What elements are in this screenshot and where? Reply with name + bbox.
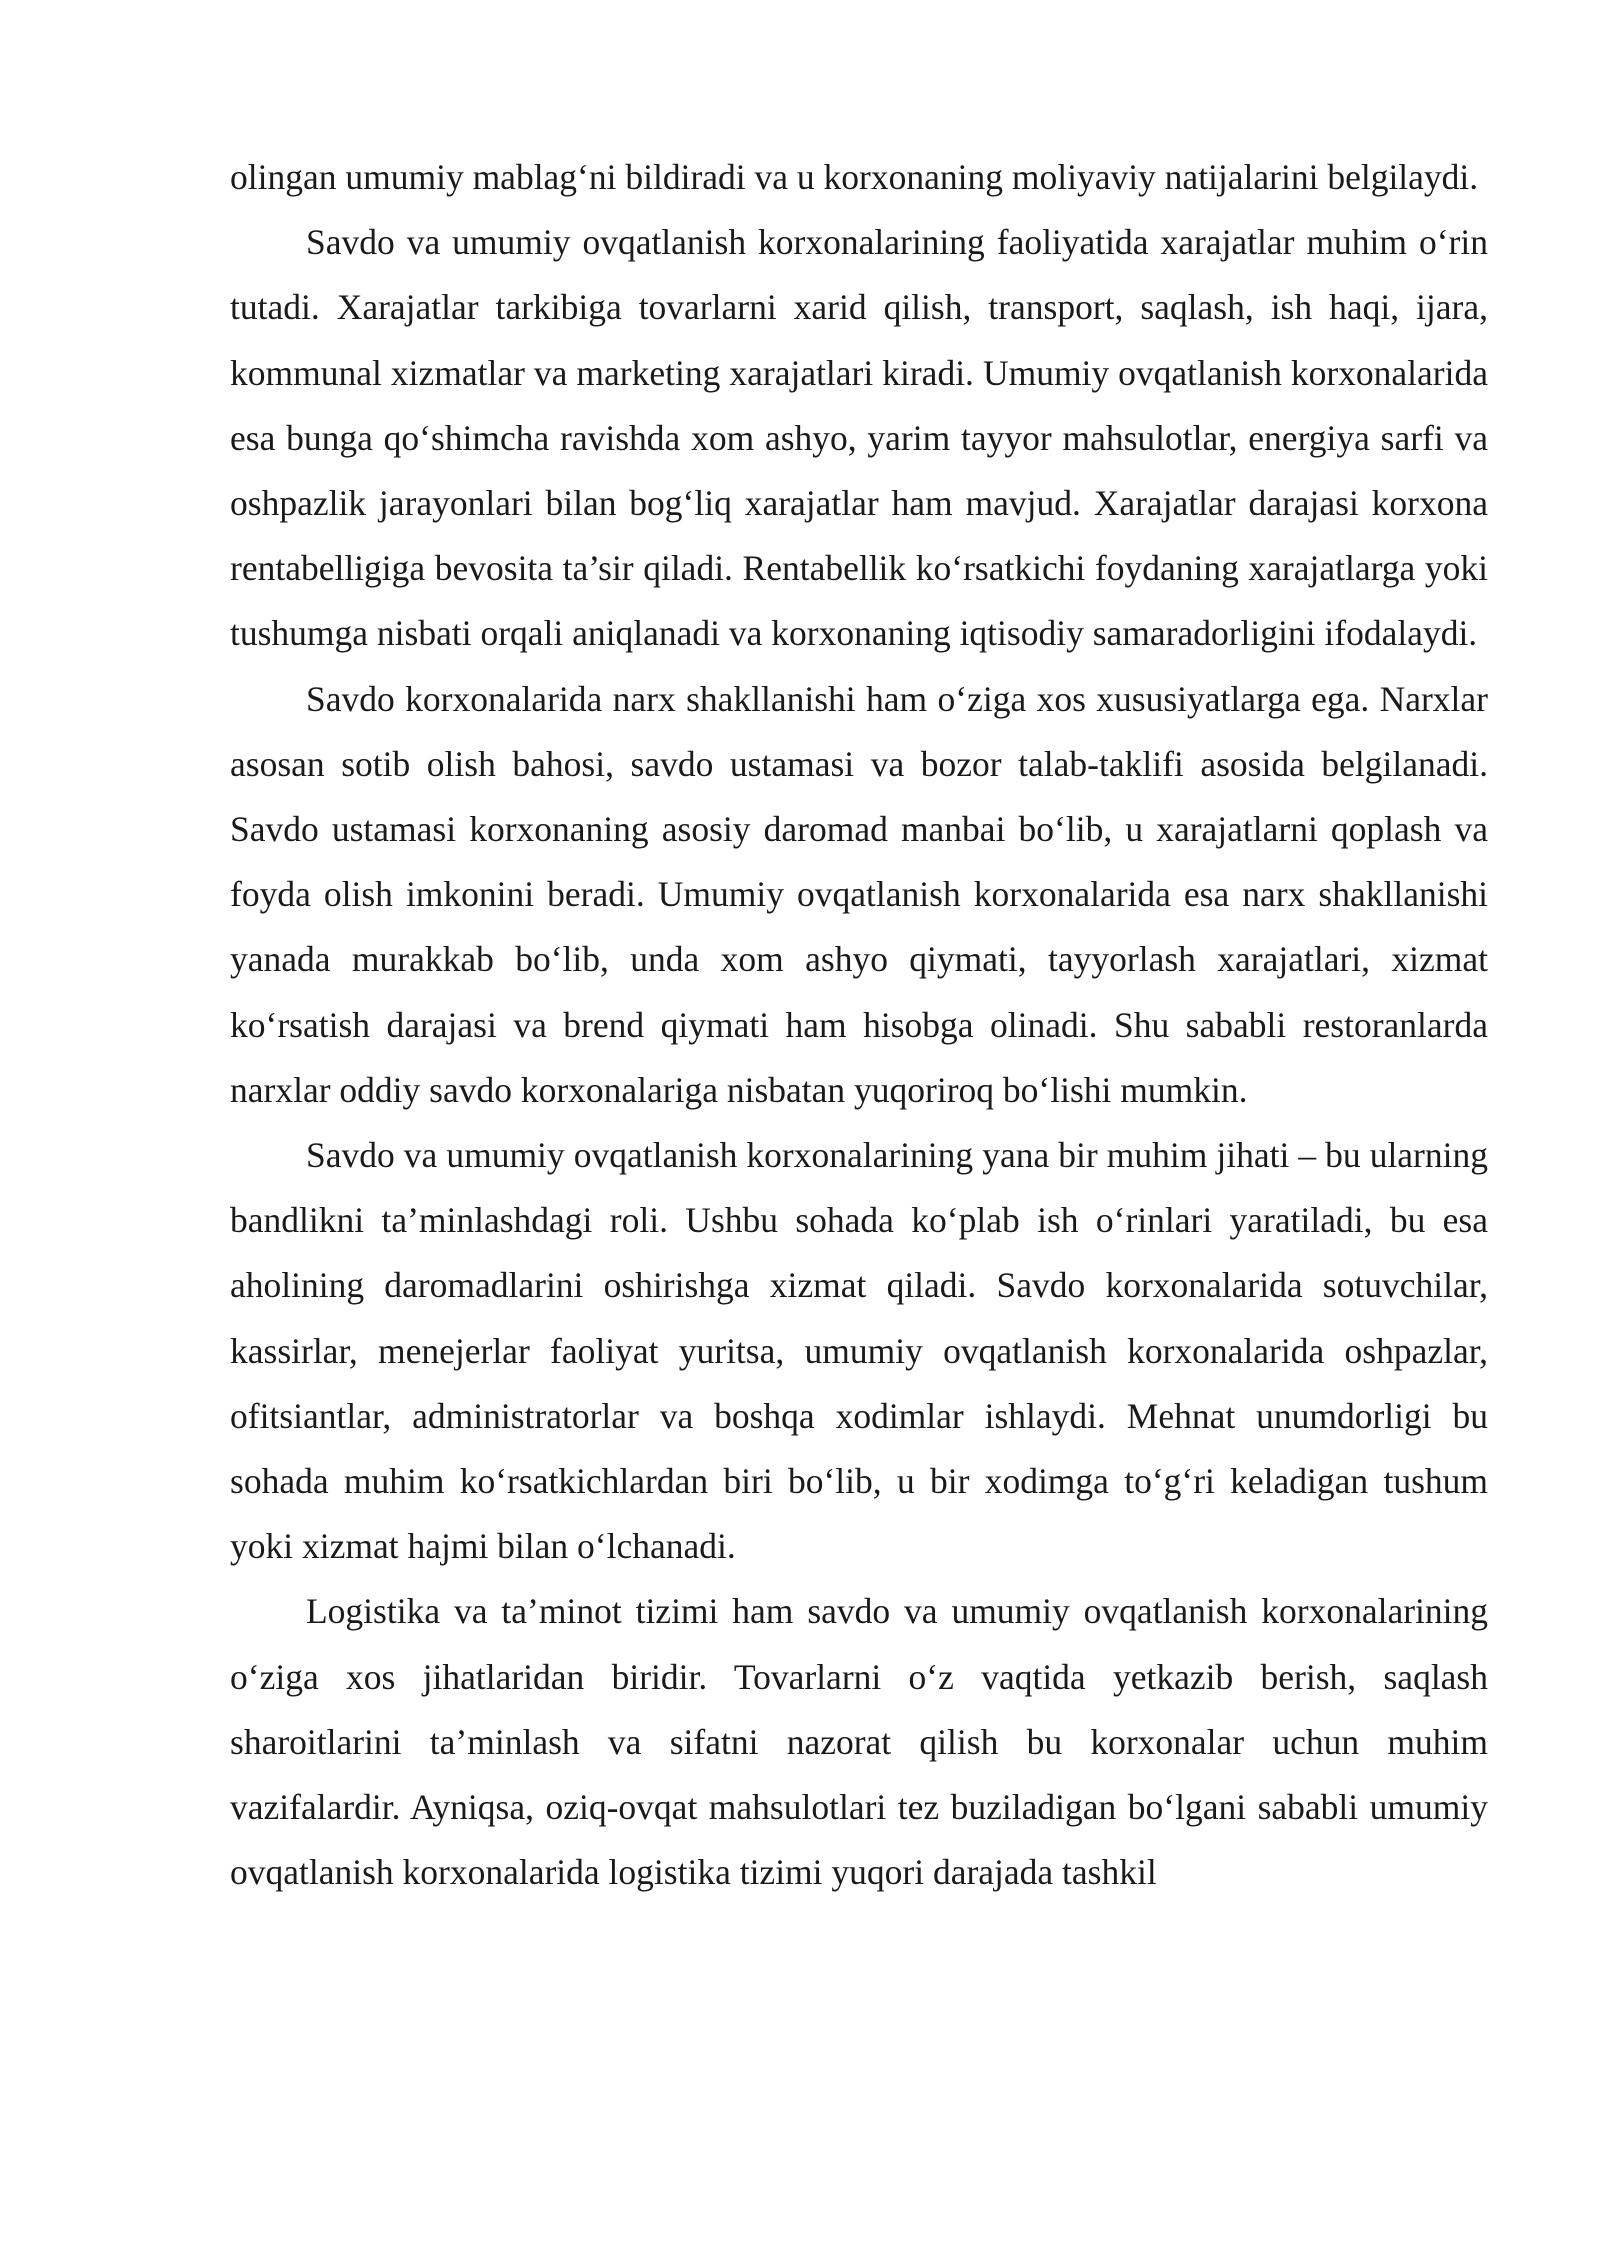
paragraph-pricing: Savdo korxonalarida narx shakllanishi ham o‘ziga xos xususiyatlarga ega. Narxlar asosan sotib olish bahosi, savdo ustamasi va bozor talab-taklifi asosida belgilanadi. Savdo ustamasi korxonaning asosiy daromad manbai bo‘lib, u xarajatlarni qoplash va foyda olish imkonini beradi. Umumiy ovqatlanish korxonalarida esa narx shakllanishi yanada murakkab bo‘lib, unda xom ashyo qiymati, tayyorlash xarajatlari, xizmat ko‘rsatish darajasi va brend qiymati ham hisobga olinadi. Shu sababli restoranlarda narxlar oddiy savdo korxonalariga nisbatan yuqoriroq bo‘lishi mumkin. (230, 678, 1488, 1110)
document-body (230, 145, 1488, 1905)
paragraph-expenses: Savdo va umumiy ovqatlanish korxonalarining faoliyatida xarajatlar muhim o‘rin tutadi. Xarajatlar tarkibiga tovarlarni xarid qilish, transport, saqlash, ish haqi, ijara, kommunal xizmatlar va marketing xarajatlari kiradi. Umumiy ovqatlanish korxonalarida esa bunga qo‘shimcha ravishda xom ashyo, yarim tayyor mahsulotlar, energiya sarfi va oshpazlik jarayonlari bilan bog‘liq xarajatlar ham mavjud. Xarajatlar darajasi korxona rentabelligiga bevosita ta’sir qiladi. Rentabellik ko‘rsatkichi foydaning xarajatlarga yoki tushumga nisbati orqali aniqlanadi va korxonaning iqtisodiy samaradorligini ifodalaydi. (230, 222, 1488, 654)
paragraph-employment: Savdo va umumiy ovqatlanish korxonalarining yana bir muhim jihati – bu ularning bandlikni ta’minlashdagi roli. Ushbu sohada ko‘plab ish o‘rinlari yaratiladi, bu esa aholining daromadlarini oshirishga xizmat qiladi. Savdo korxonalarida sotuvchilar, kassirlar, menejerlar faoliyat yuritsa, umumiy ovqatlanish korxonalarida oshpazlar, ofitsiantlar, administratorlar va boshqa xodimlar ishlaydi. Mehnat unumdorligi bu sohada muhim ko‘rsatkichlardan biri bo‘lib, u bir xodimga to‘g‘ri keladigan tushum yoki xizmat hajmi bilan o‘lchanadi. (230, 1135, 1488, 1567)
paragraph-logistics: Logistika va ta’minot tizimi ham savdo va umumiy ovqatlanish korxonalarining o‘ziga xos jihatlaridan biridir. Tovarlarni o‘z vaqtida yetkazib berish, saqlash sharoitlarini ta’minlash va sifatni nazorat qilish bu korxonalar uchun muhim vazifalardir. Ayniqsa, oziq-ovqat mahsulotlari tez buziladigan bo‘lgani sababli umumiy ovqatlanish korxonalarida logistika tizimi yuqori darajada tashkil (230, 1591, 1488, 1893)
paragraph-continued: olingan umumiy mablag‘ni bildiradi va u korxonaning moliyaviy natijalarini belgilaydi. (230, 157, 1479, 197)
